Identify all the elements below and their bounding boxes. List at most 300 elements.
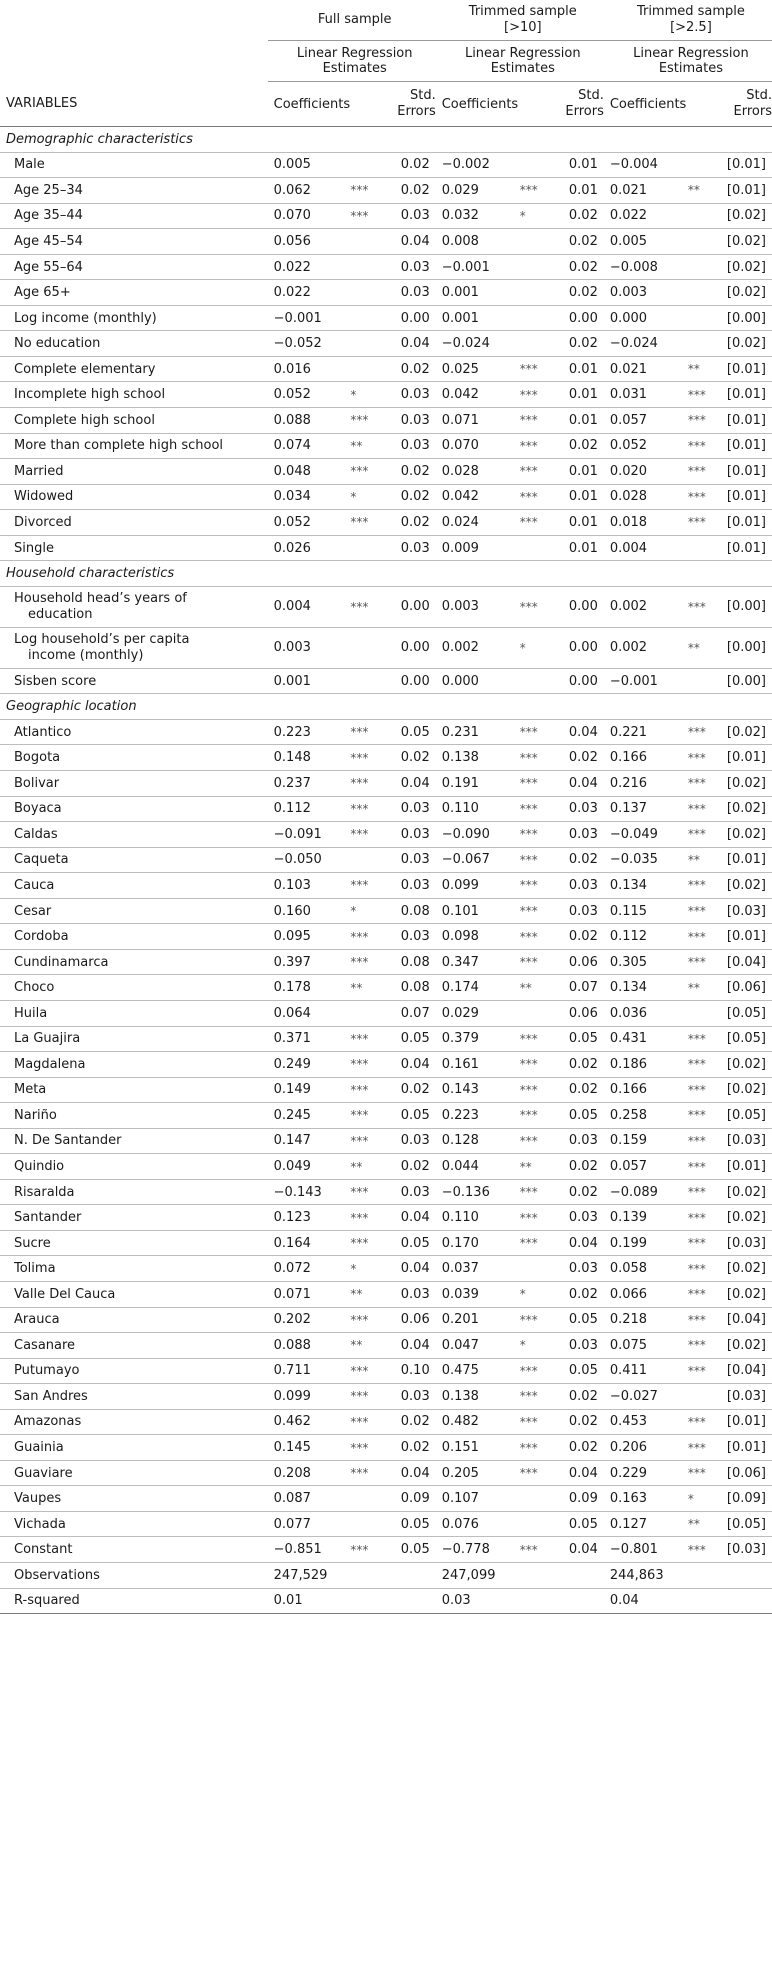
group-header-trim25-line1: Trimmed sample	[636, 4, 745, 19]
stars-cell: ***	[520, 408, 546, 434]
se-cell: 0.01	[546, 152, 604, 178]
group-header-trim10-line2: [>10]	[504, 20, 542, 35]
se-cell: 0.02	[546, 229, 604, 255]
stars-cell	[688, 668, 714, 694]
row-label: Constant	[0, 1537, 268, 1563]
table-row	[0, 1103, 772, 1129]
se-cell: 0.01	[546, 356, 604, 382]
stars-cell	[350, 1511, 376, 1537]
table-row	[0, 203, 772, 229]
stars-cell: **	[688, 356, 714, 382]
row-label: Boyaca	[0, 796, 268, 822]
subheader-line1: Linear Regression	[464, 46, 581, 61]
coef-cell: 0.066	[604, 1281, 688, 1307]
coef-cell: 0.245	[268, 1103, 351, 1129]
se-cell: [0.05]	[714, 1000, 772, 1026]
table-row	[0, 178, 772, 204]
row-label: Bogota	[0, 745, 268, 771]
row-label: Huila	[0, 1000, 268, 1026]
se-cell: 0.07	[546, 975, 604, 1001]
se-cell: 0.02	[376, 1409, 435, 1435]
table-row	[0, 847, 772, 873]
stars-cell	[350, 152, 376, 178]
coef-cell: 247,529	[268, 1562, 351, 1588]
stars-cell: ***	[688, 1026, 714, 1052]
se-cell: 0.01	[546, 408, 604, 434]
se-cell: 0.01	[546, 510, 604, 536]
row-label: Single	[0, 535, 268, 561]
se-cell: 0.04	[376, 1256, 435, 1282]
coef-cell: 0.164	[268, 1230, 351, 1256]
se-cell: 0.05	[376, 719, 435, 745]
se-cell: 0.09	[546, 1486, 604, 1512]
stars-cell: ***	[350, 1460, 376, 1486]
coef-cell: 0.127	[604, 1511, 688, 1537]
coef-cell: 0.711	[268, 1358, 351, 1384]
se-cell: [0.02]	[714, 1281, 772, 1307]
stars-cell: ***	[688, 408, 714, 434]
coef-cell: 0.371	[268, 1026, 351, 1052]
stars-cell: ***	[688, 1154, 714, 1180]
coef-header: Coefficients	[604, 82, 714, 127]
stars-cell: ***	[688, 745, 714, 771]
coef-cell: 0.008	[436, 229, 520, 255]
row-label: Married	[0, 459, 268, 485]
coef-cell: 0.202	[268, 1307, 351, 1333]
se-cell: 0.02	[546, 1435, 604, 1461]
stars-cell	[350, 305, 376, 331]
table-body	[0, 127, 772, 1614]
se-cell: [0.03]	[714, 1128, 772, 1154]
table-row	[0, 254, 772, 280]
stars-cell: ***	[520, 1205, 546, 1231]
stars-cell: ***	[350, 1026, 376, 1052]
se-cell: [0.01]	[714, 484, 772, 510]
se-header: Std. Errors	[714, 82, 772, 127]
se-cell: [0.01]	[714, 382, 772, 408]
stars-cell: ***	[350, 1103, 376, 1129]
row-label: Log income (monthly)	[0, 305, 268, 331]
se-cell: [0.02]	[714, 1179, 772, 1205]
table-row	[0, 152, 772, 178]
stars-cell: ***	[350, 745, 376, 771]
coef-cell: 0.170	[436, 1230, 520, 1256]
se-cell: [0.01]	[714, 535, 772, 561]
coef-cell: 0.186	[604, 1052, 688, 1078]
group-header-full	[268, 0, 436, 41]
coef-cell: 0.229	[604, 1460, 688, 1486]
se-cell: [0.02]	[714, 229, 772, 255]
se-cell: [0.01]	[714, 510, 772, 536]
group-header-trim10-line1: Trimmed sample	[468, 4, 577, 19]
se-cell: 0.04	[376, 229, 435, 255]
stars-cell: ***	[520, 796, 546, 822]
stars-cell	[520, 1511, 546, 1537]
se-cell: 0.02	[376, 152, 435, 178]
se-cell: 0.00	[546, 627, 604, 668]
stars-cell	[520, 229, 546, 255]
stars-cell	[520, 1486, 546, 1512]
stars-cell: ***	[520, 719, 546, 745]
table-row	[0, 1128, 772, 1154]
se-cell: [0.00]	[714, 627, 772, 668]
stars-cell: *	[350, 1256, 376, 1282]
se-cell: 0.02	[546, 1409, 604, 1435]
se-cell: [0.01]	[714, 1154, 772, 1180]
header-blank	[0, 41, 268, 82]
coef-cell: −0.067	[436, 847, 520, 873]
stars-cell: *	[688, 1486, 714, 1512]
se-cell	[376, 1588, 435, 1614]
se-cell: 0.05	[376, 1537, 435, 1563]
se-cell: 0.03	[546, 1205, 604, 1231]
se-cell: 0.02	[546, 1281, 604, 1307]
stars-cell: ***	[520, 745, 546, 771]
coef-cell: 0.016	[268, 356, 351, 382]
se-cell: 0.04	[376, 1052, 435, 1078]
se-cell: [0.05]	[714, 1026, 772, 1052]
coef-cell: 0.076	[436, 1511, 520, 1537]
coef-cell: 0.088	[268, 408, 351, 434]
table-row	[0, 433, 772, 459]
stars-cell: ***	[520, 1307, 546, 1333]
coef-cell: 0.034	[268, 484, 351, 510]
coef-cell: 0.482	[436, 1409, 520, 1435]
row-label: Cauca	[0, 873, 268, 899]
table-row	[0, 280, 772, 306]
coef-cell: 0.223	[268, 719, 351, 745]
se-cell: [0.01]	[714, 408, 772, 434]
coef-cell: 0.001	[268, 668, 351, 694]
stars-cell	[520, 1588, 546, 1614]
se-cell: 0.00	[546, 586, 604, 627]
row-label: Divorced	[0, 510, 268, 536]
stars-cell: ***	[350, 459, 376, 485]
coef-cell: 0.070	[436, 433, 520, 459]
se-cell: 0.01	[546, 459, 604, 485]
se-cell: 0.04	[546, 1230, 604, 1256]
coef-cell: 0.028	[604, 484, 688, 510]
coef-cell: 0.003	[268, 627, 351, 668]
coef-cell: 0.237	[268, 771, 351, 797]
stars-cell	[350, 331, 376, 357]
se-cell: 0.03	[376, 433, 435, 459]
coef-cell: 0.039	[436, 1281, 520, 1307]
coef-cell: 0.166	[604, 1077, 688, 1103]
stars-cell: ***	[520, 1128, 546, 1154]
coef-cell: 0.075	[604, 1333, 688, 1359]
stars-cell	[688, 331, 714, 357]
stars-cell	[520, 254, 546, 280]
section-title: Demographic characteristics	[0, 127, 772, 153]
se-cell: 0.03	[376, 924, 435, 950]
table-row	[0, 510, 772, 536]
se-cell: 0.03	[376, 1128, 435, 1154]
stars-cell	[688, 203, 714, 229]
coef-cell: 0.206	[604, 1435, 688, 1461]
stars-cell: ***	[520, 510, 546, 536]
row-label: Guainia	[0, 1435, 268, 1461]
coef-cell: 0.145	[268, 1435, 351, 1461]
stars-cell: ***	[520, 1230, 546, 1256]
se-cell: [0.02]	[714, 1256, 772, 1282]
row-label: Putumayo	[0, 1358, 268, 1384]
stars-cell: ***	[350, 408, 376, 434]
se-cell: [0.02]	[714, 796, 772, 822]
se-cell: 0.03	[546, 796, 604, 822]
coef-cell: 0.110	[436, 1205, 520, 1231]
coef-cell: 0.216	[604, 771, 688, 797]
stars-cell: ***	[688, 1077, 714, 1103]
row-label: Age 25–34	[0, 178, 268, 204]
stars-cell: ***	[520, 924, 546, 950]
se-cell: [0.02]	[714, 280, 772, 306]
stars-cell	[688, 229, 714, 255]
stars-cell	[688, 535, 714, 561]
se-cell	[546, 1588, 604, 1614]
row-label: Bolivar	[0, 771, 268, 797]
coef-cell: 244,863	[604, 1562, 688, 1588]
table-row	[0, 1588, 772, 1614]
se-cell: 0.03	[376, 203, 435, 229]
table-row	[0, 924, 772, 950]
se-cell: 0.02	[376, 178, 435, 204]
row-label: Age 35–44	[0, 203, 268, 229]
stars-cell	[520, 1000, 546, 1026]
coef-cell: 0.431	[604, 1026, 688, 1052]
stars-cell: ***	[688, 1460, 714, 1486]
coef-cell: 0.070	[268, 203, 351, 229]
stars-cell: ***	[350, 1128, 376, 1154]
coef-cell: 0.138	[436, 745, 520, 771]
group-header-full-line1: Full sample	[317, 12, 392, 27]
se-cell: [0.03]	[714, 1384, 772, 1410]
se-cell: 0.02	[546, 203, 604, 229]
se-cell: [0.09]	[714, 1486, 772, 1512]
stars-cell: ***	[688, 433, 714, 459]
se-cell: 0.03	[376, 1179, 435, 1205]
table-row	[0, 305, 772, 331]
coef-cell: 0.009	[436, 535, 520, 561]
coef-cell: 0.115	[604, 898, 688, 924]
stars-cell: ***	[350, 1409, 376, 1435]
coef-cell: 0.003	[436, 586, 520, 627]
coef-cell: 0.161	[436, 1052, 520, 1078]
stars-cell: ***	[350, 873, 376, 899]
stars-cell	[688, 152, 714, 178]
stars-cell: ***	[688, 586, 714, 627]
coef-cell: 0.148	[268, 745, 351, 771]
table-row	[0, 668, 772, 694]
coef-cell: 0.072	[268, 1256, 351, 1282]
stars-cell: ***	[520, 1026, 546, 1052]
stars-cell: ***	[520, 898, 546, 924]
se-cell: 0.02	[546, 1179, 604, 1205]
se-cell: 0.06	[546, 949, 604, 975]
stars-cell: ***	[688, 771, 714, 797]
stars-cell	[520, 668, 546, 694]
stars-cell	[350, 668, 376, 694]
row-label: Casanare	[0, 1333, 268, 1359]
row-label: Nariño	[0, 1103, 268, 1129]
se-cell	[714, 1562, 772, 1588]
stars-cell: ***	[350, 949, 376, 975]
row-label: R-squared	[0, 1588, 268, 1614]
coef-cell: 0.049	[268, 1154, 351, 1180]
coef-cell: 0.048	[268, 459, 351, 485]
table-row	[0, 1537, 772, 1563]
coef-cell: 0.056	[268, 229, 351, 255]
coef-cell: 0.074	[268, 433, 351, 459]
row-label: Caldas	[0, 822, 268, 848]
se-cell: 0.02	[376, 356, 435, 382]
stars-cell: **	[350, 1281, 376, 1307]
coef-cell: 0.022	[604, 203, 688, 229]
se-cell: [0.04]	[714, 949, 772, 975]
stars-cell: ***	[688, 1128, 714, 1154]
stars-cell: ***	[688, 898, 714, 924]
se-cell: [0.02]	[714, 771, 772, 797]
coef-cell: 0.022	[268, 254, 351, 280]
coef-cell: −0.001	[268, 305, 351, 331]
coef-cell: −0.089	[604, 1179, 688, 1205]
se-cell: 0.01	[546, 382, 604, 408]
stars-cell	[350, 627, 376, 668]
se-cell: 0.03	[546, 898, 604, 924]
stars-cell: ***	[688, 1281, 714, 1307]
row-label: Vaupes	[0, 1486, 268, 1512]
se-cell: [0.02]	[714, 1052, 772, 1078]
stars-cell: *	[350, 382, 376, 408]
coef-cell: 0.218	[604, 1307, 688, 1333]
coef-cell: 0.026	[268, 535, 351, 561]
coef-cell: 0.037	[436, 1256, 520, 1282]
table-row	[0, 1000, 772, 1026]
table-row	[0, 1154, 772, 1180]
table-row	[0, 331, 772, 357]
stars-cell: ***	[350, 796, 376, 822]
row-label: Log household’s per capita income (monthly)	[0, 627, 268, 668]
stars-cell: *	[350, 484, 376, 510]
coef-cell: 0.249	[268, 1052, 351, 1078]
se-cell: 0.03	[546, 1256, 604, 1282]
coef-cell: 0.163	[604, 1486, 688, 1512]
coef-cell: 0.160	[268, 898, 351, 924]
se-cell: 0.04	[546, 1537, 604, 1563]
stars-cell: ***	[350, 822, 376, 848]
coef-cell: 0.147	[268, 1128, 351, 1154]
coef-cell: −0.001	[604, 668, 688, 694]
coef-cell: 0.098	[436, 924, 520, 950]
table-row	[0, 949, 772, 975]
se-cell: 0.00	[376, 586, 435, 627]
coef-cell: 0.191	[436, 771, 520, 797]
coef-cell: 0.077	[268, 1511, 351, 1537]
coef-cell: −0.090	[436, 822, 520, 848]
stars-cell	[688, 1562, 714, 1588]
coef-cell: 0.223	[436, 1103, 520, 1129]
table-row	[0, 1435, 772, 1461]
stars-cell: ***	[520, 771, 546, 797]
table-row	[0, 1179, 772, 1205]
coef-cell: 0.139	[604, 1205, 688, 1231]
se-cell	[376, 1562, 435, 1588]
stars-cell	[688, 254, 714, 280]
stars-cell: **	[350, 433, 376, 459]
se-cell: 0.01	[546, 484, 604, 510]
subheader-line1: Linear Regression	[633, 46, 749, 61]
row-label: San Andres	[0, 1384, 268, 1410]
stars-cell	[350, 229, 376, 255]
coef-header: Coefficients	[436, 82, 546, 127]
coef-cell: 0.029	[436, 178, 520, 204]
table-row	[0, 1460, 772, 1486]
table-row	[0, 745, 772, 771]
coef-cell: 0.052	[604, 433, 688, 459]
stars-cell	[520, 331, 546, 357]
stars-cell: ***	[688, 949, 714, 975]
section-header-row	[0, 694, 772, 720]
se-cell: 0.03	[376, 280, 435, 306]
coef-cell: 0.201	[436, 1307, 520, 1333]
stars-cell: *	[520, 627, 546, 668]
se-cell: 0.02	[546, 1052, 604, 1078]
coef-cell: −0.143	[268, 1179, 351, 1205]
se-cell: [0.01]	[714, 847, 772, 873]
coef-cell: 0.107	[436, 1486, 520, 1512]
coef-cell: 0.025	[436, 356, 520, 382]
row-label: Age 65+	[0, 280, 268, 306]
se-cell: [0.02]	[714, 203, 772, 229]
row-label: Complete high school	[0, 408, 268, 434]
row-label: La Guajira	[0, 1026, 268, 1052]
coef-cell: 0.453	[604, 1409, 688, 1435]
se-cell: [0.00]	[714, 586, 772, 627]
coef-cell: 0.031	[604, 382, 688, 408]
coef-cell: −0.091	[268, 822, 351, 848]
coef-cell: 0.103	[268, 873, 351, 899]
row-label: N. De Santander	[0, 1128, 268, 1154]
se-cell: 0.05	[546, 1026, 604, 1052]
table-row	[0, 229, 772, 255]
stars-cell: ***	[520, 949, 546, 975]
stars-cell	[520, 1256, 546, 1282]
se-cell: 0.02	[546, 433, 604, 459]
coef-cell: 0.462	[268, 1409, 351, 1435]
stars-cell: ***	[350, 510, 376, 536]
variables-header: VARIABLES	[0, 82, 268, 127]
coef-cell: −0.035	[604, 847, 688, 873]
subheader-line1: Linear Regression	[296, 46, 413, 61]
stars-cell: ***	[350, 1205, 376, 1231]
coef-cell: 0.005	[604, 229, 688, 255]
se-cell: 0.02	[376, 745, 435, 771]
stars-cell: ***	[688, 1103, 714, 1129]
table-row	[0, 1077, 772, 1103]
se-cell: 0.04	[546, 719, 604, 745]
coef-cell: 0.032	[436, 203, 520, 229]
row-label: Guaviare	[0, 1460, 268, 1486]
stars-cell: ***	[688, 1333, 714, 1359]
row-label: Cesar	[0, 898, 268, 924]
coef-cell: 0.021	[604, 178, 688, 204]
coef-cell: 0.205	[436, 1460, 520, 1486]
stars-cell: ***	[520, 873, 546, 899]
se-cell: 0.00	[376, 668, 435, 694]
subheader-trim25	[604, 41, 772, 82]
subheader-line2: Estimates	[490, 61, 555, 76]
stars-cell	[350, 1000, 376, 1026]
